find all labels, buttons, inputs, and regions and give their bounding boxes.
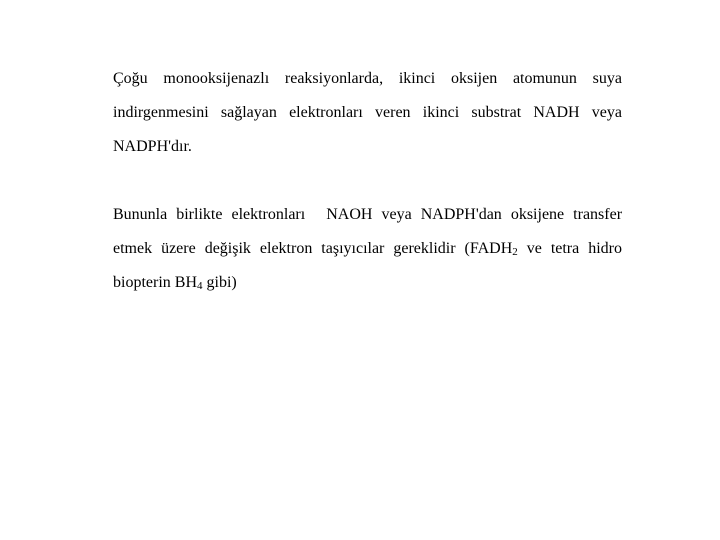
bh-subscript: 4	[197, 280, 203, 292]
paragraph-electron-carriers	[113, 198, 622, 300]
p2-part3: ve tetra hidro biopterin BH	[113, 240, 622, 291]
p2-part2: NAOH veya NADPH'dan oksijene transfer etmek üzere değişik elektron taşıyıcılar gereklidir (FADH	[113, 206, 623, 257]
fadh-subscript: 2	[512, 246, 518, 258]
paragraph-monooxygenase: Çoğu monooksijenazlı reaksiyonlarda, ikinci oksijen atomunun suya indirgenmesini sağlayan elektronları veren ikinci substrat NADH veya NADPH'dır.	[113, 70, 622, 155]
p2-part1: Bununla birlikte elektronları	[113, 206, 306, 223]
p2-part4: gibi)	[202, 274, 237, 291]
